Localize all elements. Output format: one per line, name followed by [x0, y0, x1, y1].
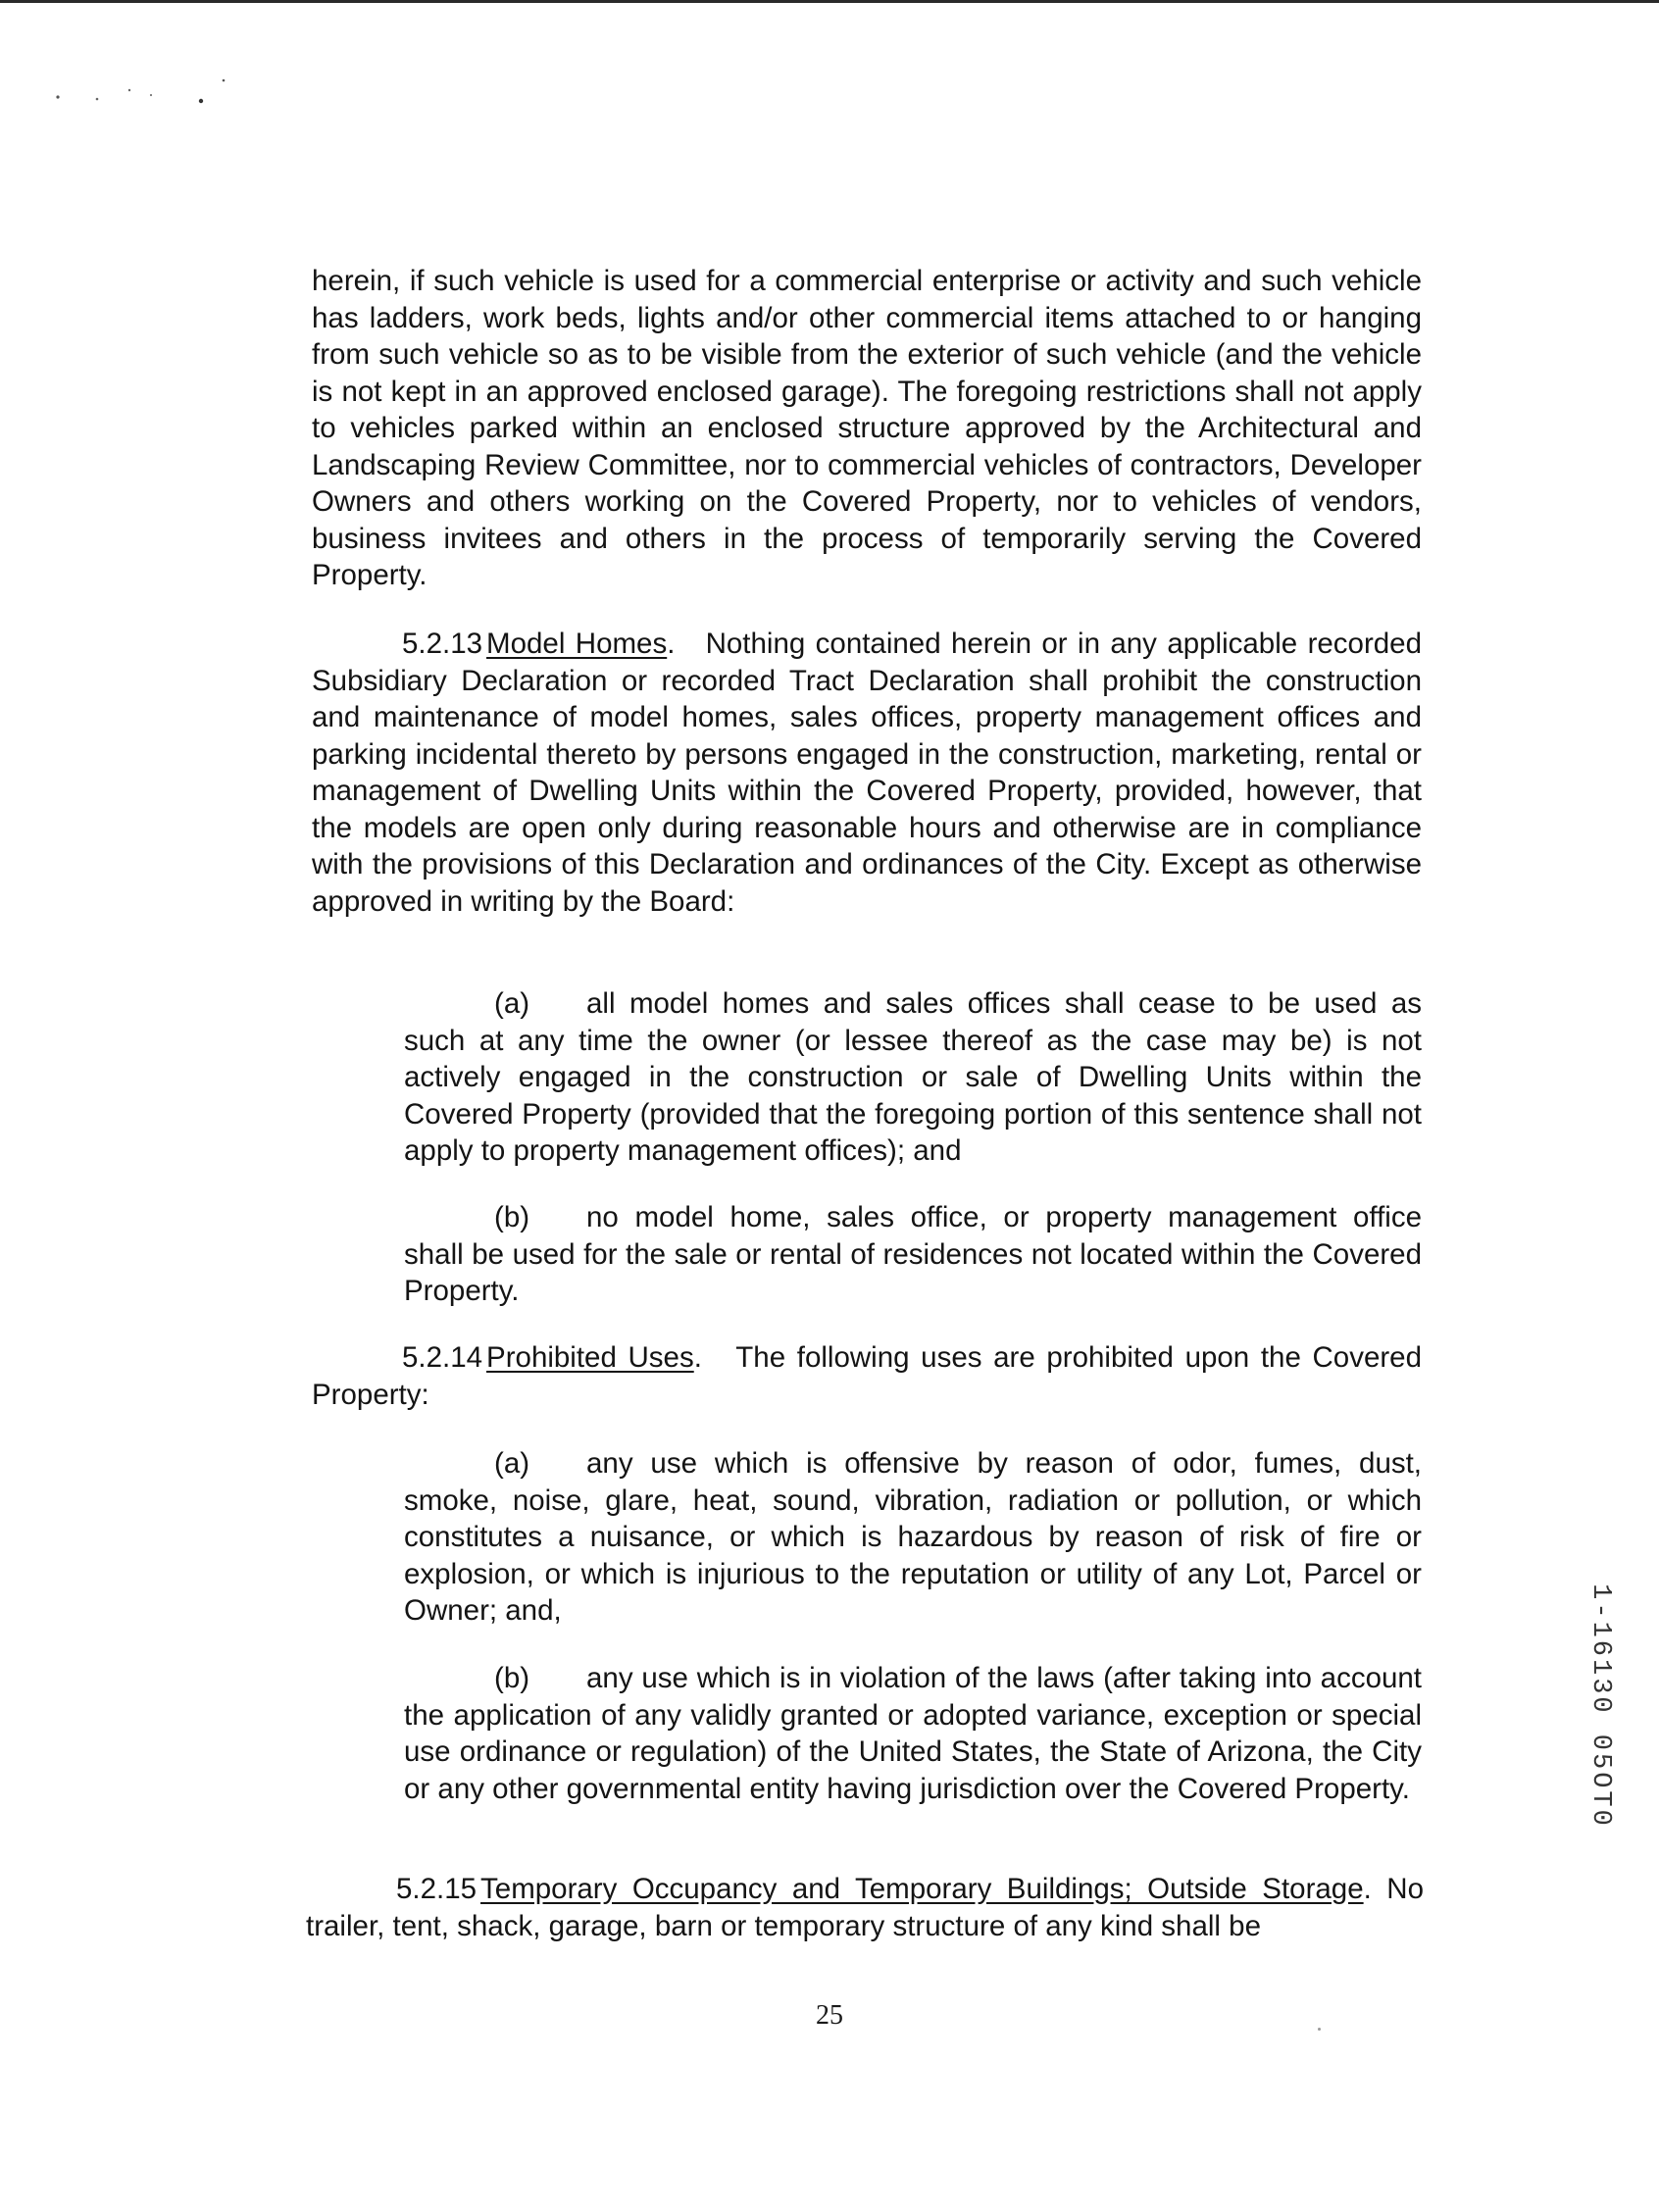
section-paragraph: 5.2.15 Temporary Occupancy and Temporary Buildings; Outside Storage. No trailer, tent, shack, garage, barn or temporary structure of any kind shall be — [306, 1873, 1424, 1942]
recording-stamp-text: 1-16130 05OT0 — [1585, 1584, 1615, 1829]
section-5-2-15 — [306, 1871, 1424, 1944]
item-text: all model homes and sales offices shall cease to be used as such at any time the owner (or lessee thereof as the case may be) is not actively engaged in the construction or sale of Dwelling Units within the Covered Property (provided that the foregoing portion of this sentence shall not apply to property management offices); and — [404, 987, 1422, 1167]
item-marker: (a) — [494, 987, 530, 1020]
item-marker: (b) — [494, 1662, 530, 1694]
scan-top-edge — [0, 0, 1659, 3]
scan-artifact-dot — [1318, 2028, 1321, 2031]
list-item — [404, 985, 1422, 1170]
section-body: No trailer, tent, shack, garage, barn or temporary structure of any kind shall be — [306, 1873, 1424, 1942]
list-item — [404, 1199, 1422, 1310]
item-text: any use which is in violation of the laws (after taking into account the application of any validly granted or adopted variance, exception or special use ordinance or regulation) of the United States, the State of Arizona, the City or any other governmental entity having jurisdiction over the Covered Property. — [404, 1662, 1422, 1805]
continuation-paragraph: herein, if such vehicle is used for a commercial enterprise or activity and such vehicle has ladders, work beds, lights and/or other commercial items attached to or hanging from such vehicle so as to be visible from the exterior of such vehicle (and the vehicle is not kept in an approved enclosed garage). The foregoing restrictions shall not apply to vehicles parked within an enclosed structure approved by the Architectural and Landscaping Review Committee, nor to commercial vehicles of contractors, Developer Owners and others working on the Covered Property, nor to vehicles of vendors, business invitees and others in the process of temporarily serving the Covered Property. — [312, 265, 1422, 591]
section-paragraph: 5.2.13 Model Homes. Nothing contained herein or in any applicable recorded Subsidiary Declaration or recorded Tract Declaration shall prohibit the construction and maintenance of model homes, sales offices, property management offices and parking incidental thereto by persons engaged in the construction, marketing, rental or management of Dwelling Units within the Covered Property, provided, however, that the models are open only during reasonable hours and otherwise are in compliance with the provisions of this Declaration and ordinances of the City. Except as otherwise approved in writing by the Board: — [312, 628, 1422, 918]
continuation-block — [312, 263, 1422, 594]
section-number: 5.2.14 — [402, 1341, 483, 1374]
scan-artifacts — [54, 69, 240, 108]
section-body: Nothing contained herein or in any applicable recorded Subsidiary Declaration or recorded Tract Declaration shall prohibit the construction and maintenance of model homes, sales offices, property management offices and parking incidental thereto by persons engaged in the construction, marketing, rental or management of Dwelling Units within the Covered Property, provided, however, that the models are open only during reasonable hours and otherwise are in compliance with the provisions of this Declaration and ordinances of the City. Except as otherwise approved in writing by the Board: — [312, 628, 1422, 918]
list-item — [404, 1660, 1422, 1807]
item-marker: (b) — [494, 1201, 530, 1233]
item-marker: (a) — [494, 1447, 530, 1480]
section-number: 5.2.15 — [396, 1873, 478, 1905]
item-text: any use which is offensive by reason of odor, fumes, dust, smoke, noise, glare, heat, sound, vibration, radiation or pollution, or which constitutes a nuisance, or which is hazardous by reason of risk of fire or explosion, or which is injurious to the reputation or utility of any Lot, Parcel or Owner; and, — [404, 1447, 1422, 1627]
section-body: The following uses are prohibited upon the Covered Property: — [312, 1341, 1422, 1411]
section-paragraph: 5.2.14 Prohibited Uses. The following uses are prohibited upon the Covered Property: — [312, 1341, 1422, 1411]
section-heading: Model Homes — [486, 628, 668, 660]
section-5-2-13 — [312, 626, 1422, 920]
list-item — [404, 1445, 1422, 1630]
section-5-2-14 — [312, 1339, 1422, 1413]
item-text: no model home, sales office, or property management office shall be used for the sale or rental of residences not located within the Covered Property. — [404, 1201, 1422, 1307]
section-heading: Temporary Occupancy and Temporary Buildings; Outside Storage — [480, 1873, 1364, 1905]
recording-stamp — [1581, 1569, 1620, 1843]
section-number: 5.2.13 — [402, 628, 483, 660]
page-number: 25 — [816, 2000, 843, 2031]
section-heading: Prohibited Uses — [486, 1341, 694, 1374]
